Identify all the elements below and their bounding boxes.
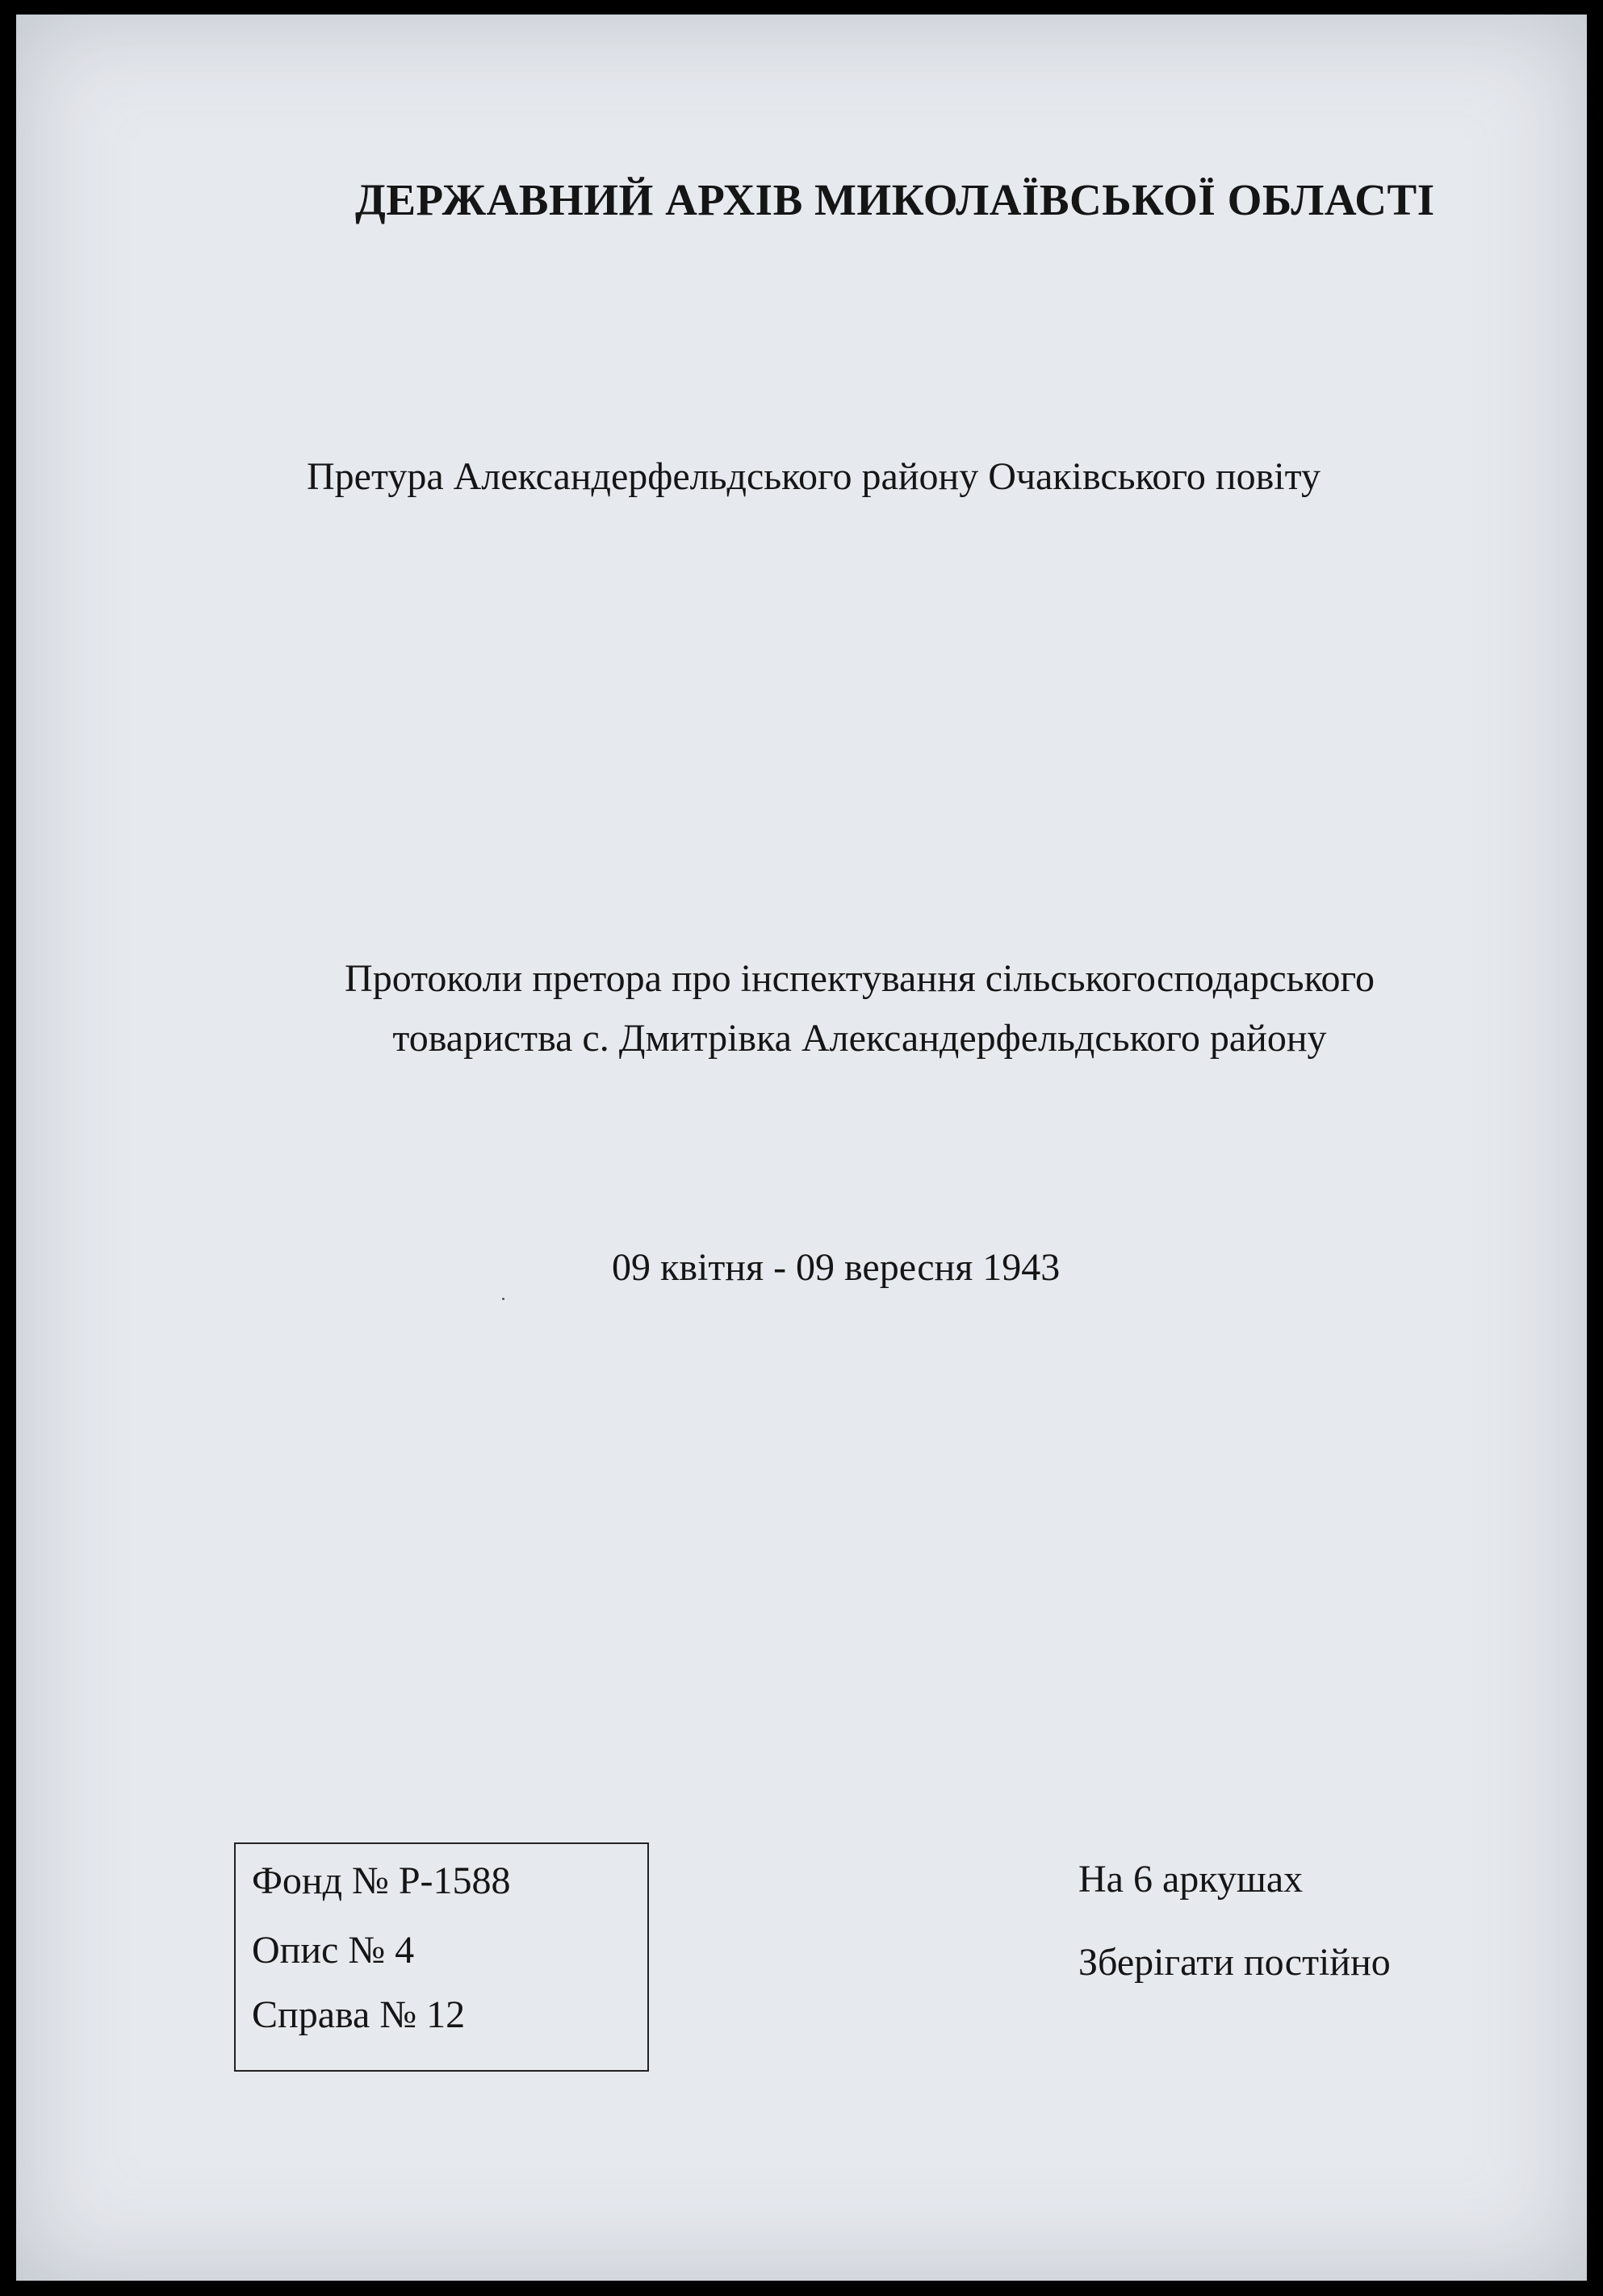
fond-number: Фонд № Р-1588 xyxy=(252,1859,511,1902)
opys-number: Опис № 4 xyxy=(252,1929,415,1972)
sprava-number: Справа № 12 xyxy=(252,1993,466,2036)
archive-title: ДЕРЖАВНИЙ АРХІВ МИКОЛАЇВСЬКОЇ ОБЛАСТІ xyxy=(355,175,1435,224)
case-title-line-1: Протоколи претора про інспектування сільськогосподарського xyxy=(345,957,1375,1000)
institution-name: Претура Александерфельдського району Очаківського повіту xyxy=(307,455,1320,498)
sheet-count: На 6 аркушах xyxy=(1078,1858,1304,1901)
case-title xyxy=(258,949,1461,1069)
case-title-line-2: товариства с. Дмитрівка Александерфельдського району xyxy=(392,1017,1327,1060)
title-page xyxy=(16,15,1587,2281)
retention-note: Зберігати постійно xyxy=(1078,1941,1391,1984)
archival-reference-box xyxy=(234,1842,649,2072)
case-dates: 09 квітня - 09 вересня 1943 xyxy=(612,1246,1061,1289)
paper-speck xyxy=(502,1298,504,1300)
